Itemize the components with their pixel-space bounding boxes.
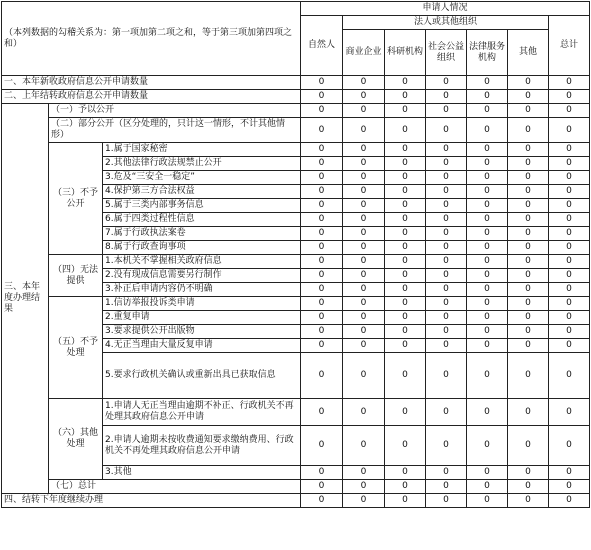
row-label: （七）总计: [49, 480, 301, 494]
value-cell: 0: [301, 171, 343, 185]
value-cell: 0: [343, 227, 385, 241]
item-label: 6.属于四类过程性信息: [103, 213, 301, 227]
value-cell: 0: [301, 241, 343, 255]
value-cell: 0: [426, 399, 467, 426]
item-label: 5.要求行政机关确认或重新出具已获取信息: [103, 353, 301, 399]
value-cell: 0: [467, 426, 508, 466]
table-row: [2, 480, 590, 494]
value-cell: 0: [467, 90, 508, 104]
value-cell: 0: [343, 426, 385, 466]
value-cell: 0: [467, 480, 508, 494]
value-cell: 0: [426, 76, 467, 90]
value-cell: 0: [467, 227, 508, 241]
value-cell: 0: [343, 143, 385, 157]
item-label: 5.属于三类内部事务信息: [103, 199, 301, 213]
value-cell: 0: [385, 339, 426, 353]
value-cell: 0: [508, 227, 549, 241]
value-cell: 0: [549, 311, 590, 325]
value-cell: 0: [301, 466, 343, 480]
header-research: 科研机构: [385, 30, 426, 76]
value-cell: 0: [426, 255, 467, 269]
value-cell: 0: [426, 494, 467, 508]
value-cell: 0: [467, 325, 508, 339]
item-label: 4.保护第三方合法权益: [103, 185, 301, 199]
value-cell: 0: [343, 480, 385, 494]
value-cell: 0: [549, 466, 590, 480]
table-row: [2, 104, 590, 118]
value-cell: 0: [426, 143, 467, 157]
value-cell: 0: [467, 241, 508, 255]
value-cell: 0: [301, 311, 343, 325]
value-cell: 0: [467, 255, 508, 269]
value-cell: 0: [343, 118, 385, 143]
value-cell: 0: [508, 325, 549, 339]
value-cell: 0: [508, 213, 549, 227]
row-label: 一、本年新收政府信息公开申请数量: [2, 76, 301, 90]
value-cell: 0: [508, 199, 549, 213]
value-cell: 0: [343, 325, 385, 339]
value-cell: 0: [343, 311, 385, 325]
value-cell: 0: [301, 353, 343, 399]
row-label: 二、上年结转政府信息公开申请数量: [2, 90, 301, 104]
value-cell: 0: [301, 90, 343, 104]
item-label: 1.属于国家秘密: [103, 143, 301, 157]
value-cell: 0: [385, 185, 426, 199]
value-cell: 0: [508, 269, 549, 283]
value-cell: 0: [385, 426, 426, 466]
value-cell: 0: [508, 118, 549, 143]
value-cell: 0: [385, 283, 426, 297]
value-cell: 0: [385, 90, 426, 104]
value-cell: 0: [508, 311, 549, 325]
value-cell: 0: [508, 76, 549, 90]
value-cell: 0: [343, 213, 385, 227]
value-cell: 0: [508, 171, 549, 185]
table-row: [2, 118, 590, 143]
value-cell: 0: [508, 283, 549, 297]
value-cell: 0: [549, 157, 590, 171]
value-cell: 0: [301, 213, 343, 227]
value-cell: 0: [467, 185, 508, 199]
header-natural: 自然人: [301, 16, 343, 76]
value-cell: 0: [426, 213, 467, 227]
value-cell: 0: [301, 118, 343, 143]
value-cell: 0: [549, 255, 590, 269]
value-cell: 0: [343, 353, 385, 399]
header-total: 总计: [549, 16, 590, 76]
value-cell: 0: [385, 199, 426, 213]
value-cell: 0: [426, 269, 467, 283]
value-cell: 0: [385, 171, 426, 185]
value-cell: 0: [385, 353, 426, 399]
header-social: 社会公益组织: [426, 30, 467, 76]
item-label: 8.属于行政查询事项: [103, 241, 301, 255]
group-label: （三）不予公开: [49, 143, 103, 255]
value-cell: 0: [508, 297, 549, 311]
value-cell: 0: [549, 480, 590, 494]
value-cell: 0: [385, 325, 426, 339]
value-cell: 0: [343, 466, 385, 480]
table-row: [2, 76, 590, 90]
value-cell: 0: [385, 76, 426, 90]
value-cell: 0: [343, 199, 385, 213]
value-cell: 0: [467, 143, 508, 157]
item-label: 2.重复申请: [103, 311, 301, 325]
value-cell: 0: [343, 297, 385, 311]
value-cell: 0: [385, 104, 426, 118]
value-cell: 0: [549, 185, 590, 199]
value-cell: 0: [467, 297, 508, 311]
value-cell: 0: [301, 185, 343, 199]
value-cell: 0: [301, 480, 343, 494]
value-cell: 0: [549, 90, 590, 104]
value-cell: 0: [426, 325, 467, 339]
value-cell: 0: [508, 353, 549, 399]
value-cell: 0: [508, 185, 549, 199]
item-label: 4.无正当理由大量反复申请: [103, 339, 301, 353]
value-cell: 0: [301, 297, 343, 311]
value-cell: 0: [385, 143, 426, 157]
value-cell: 0: [301, 227, 343, 241]
value-cell: 0: [343, 255, 385, 269]
value-cell: 0: [343, 241, 385, 255]
value-cell: 0: [467, 171, 508, 185]
item-label: 1.申请人无正当理由逾期不补正、行政机关不再处理其政府信息公开申请: [103, 399, 301, 426]
note-cell: （本列数据的勾稽关系为：第一项加第二项之和，等于第三项加第四项之和）: [2, 2, 301, 76]
value-cell: 0: [385, 466, 426, 480]
value-cell: 0: [343, 339, 385, 353]
section-3-label: 三、本年度办理结果: [2, 104, 49, 494]
value-cell: 0: [549, 143, 590, 157]
value-cell: 0: [467, 213, 508, 227]
value-cell: 0: [549, 76, 590, 90]
value-cell: 0: [549, 297, 590, 311]
item-label: 2.没有现成信息需要另行制作: [103, 269, 301, 283]
value-cell: 0: [426, 311, 467, 325]
value-cell: 0: [508, 466, 549, 480]
group-label: （四）无法提供: [49, 255, 103, 297]
value-cell: 0: [343, 269, 385, 283]
value-cell: 0: [549, 104, 590, 118]
value-cell: 0: [301, 339, 343, 353]
value-cell: 0: [426, 283, 467, 297]
value-cell: 0: [426, 90, 467, 104]
row-label: （一）予以公开: [49, 104, 301, 118]
value-cell: 0: [508, 494, 549, 508]
value-cell: 0: [508, 255, 549, 269]
value-cell: 0: [385, 297, 426, 311]
value-cell: 0: [549, 494, 590, 508]
table-row: [2, 90, 590, 104]
value-cell: 0: [343, 90, 385, 104]
item-label: 7.属于行政执法案卷: [103, 227, 301, 241]
item-label: 3.要求提供公开出版物: [103, 325, 301, 339]
value-cell: 0: [508, 480, 549, 494]
value-cell: 0: [301, 269, 343, 283]
value-cell: 0: [426, 171, 467, 185]
value-cell: 0: [385, 311, 426, 325]
value-cell: 0: [301, 494, 343, 508]
value-cell: 0: [301, 426, 343, 466]
item-label: 3.危及“三安全一稳定”: [103, 171, 301, 185]
value-cell: 0: [549, 118, 590, 143]
value-cell: 0: [343, 283, 385, 297]
value-cell: 0: [343, 185, 385, 199]
item-label: 3.其他: [103, 466, 301, 480]
value-cell: 0: [301, 325, 343, 339]
value-cell: 0: [426, 353, 467, 399]
value-cell: 0: [549, 339, 590, 353]
value-cell: 0: [301, 104, 343, 118]
table-row: [2, 399, 590, 426]
value-cell: 0: [549, 426, 590, 466]
value-cell: 0: [549, 325, 590, 339]
value-cell: 0: [549, 241, 590, 255]
item-label: 1.信访举报投诉类申请: [103, 297, 301, 311]
value-cell: 0: [549, 353, 590, 399]
value-cell: 0: [426, 227, 467, 241]
value-cell: 0: [343, 494, 385, 508]
value-cell: 0: [343, 157, 385, 171]
value-cell: 0: [549, 227, 590, 241]
value-cell: 0: [426, 241, 467, 255]
value-cell: 0: [467, 311, 508, 325]
value-cell: 0: [426, 426, 467, 466]
value-cell: 0: [426, 339, 467, 353]
value-cell: 0: [301, 255, 343, 269]
header-other: 其他: [508, 30, 549, 76]
value-cell: 0: [467, 353, 508, 399]
table-row: [2, 494, 590, 508]
value-cell: 0: [385, 227, 426, 241]
row-label: （二）部分公开（区分处理的，只计这一情形，不计其他情形）: [49, 118, 301, 143]
value-cell: 0: [508, 426, 549, 466]
value-cell: 0: [426, 104, 467, 118]
item-label: 3.补正后申请内容仍不明确: [103, 283, 301, 297]
value-cell: 0: [385, 118, 426, 143]
value-cell: 0: [426, 480, 467, 494]
value-cell: 0: [508, 241, 549, 255]
value-cell: 0: [343, 76, 385, 90]
value-cell: 0: [467, 466, 508, 480]
value-cell: 0: [385, 255, 426, 269]
value-cell: 0: [508, 339, 549, 353]
row-label: 四、结转下年度继续办理: [2, 494, 301, 508]
value-cell: 0: [385, 213, 426, 227]
value-cell: 0: [301, 76, 343, 90]
table-row: [2, 297, 590, 311]
value-cell: 0: [467, 104, 508, 118]
value-cell: 0: [467, 76, 508, 90]
value-cell: 0: [467, 399, 508, 426]
value-cell: 0: [426, 185, 467, 199]
value-cell: 0: [549, 283, 590, 297]
value-cell: 0: [467, 199, 508, 213]
table-row: [2, 143, 590, 157]
value-cell: 0: [301, 199, 343, 213]
value-cell: 0: [426, 157, 467, 171]
value-cell: 0: [508, 143, 549, 157]
value-cell: 0: [301, 283, 343, 297]
value-cell: 0: [549, 213, 590, 227]
value-cell: 0: [549, 399, 590, 426]
value-cell: 0: [385, 269, 426, 283]
value-cell: 0: [385, 241, 426, 255]
item-label: 2.其他法律行政法规禁止公开: [103, 157, 301, 171]
value-cell: 0: [508, 399, 549, 426]
value-cell: 0: [549, 199, 590, 213]
value-cell: 0: [301, 157, 343, 171]
value-cell: 0: [301, 399, 343, 426]
item-label: 2.申请人逾期未按收费通知要求缴纳费用、行政机关不再处理其政府信息公开申请: [103, 426, 301, 466]
value-cell: 0: [385, 480, 426, 494]
header-legal-service: 法律服务机构: [467, 30, 508, 76]
value-cell: 0: [343, 171, 385, 185]
value-cell: 0: [426, 297, 467, 311]
value-cell: 0: [549, 269, 590, 283]
table-row: [2, 255, 590, 269]
value-cell: 0: [343, 104, 385, 118]
value-cell: 0: [385, 157, 426, 171]
value-cell: 0: [508, 157, 549, 171]
header-row-1: [2, 2, 590, 16]
value-cell: 0: [467, 118, 508, 143]
item-label: 1.本机关不掌握相关政府信息: [103, 255, 301, 269]
value-cell: 0: [385, 399, 426, 426]
value-cell: 0: [467, 157, 508, 171]
statistics-table: [1, 1, 590, 508]
header-commercial: 商业企业: [343, 30, 385, 76]
value-cell: 0: [426, 118, 467, 143]
group-label: （五）不予处理: [49, 297, 103, 399]
value-cell: 0: [426, 199, 467, 213]
group-label: （六）其他处理: [49, 399, 103, 480]
value-cell: 0: [467, 269, 508, 283]
value-cell: 0: [467, 339, 508, 353]
value-cell: 0: [426, 466, 467, 480]
value-cell: 0: [301, 143, 343, 157]
value-cell: 0: [385, 494, 426, 508]
value-cell: 0: [508, 104, 549, 118]
value-cell: 0: [508, 90, 549, 104]
header-applicant: 申请人情况: [301, 2, 590, 16]
header-legal: 法人或其他组织: [343, 16, 549, 30]
value-cell: 0: [343, 399, 385, 426]
value-cell: 0: [467, 494, 508, 508]
value-cell: 0: [549, 171, 590, 185]
value-cell: 0: [467, 283, 508, 297]
